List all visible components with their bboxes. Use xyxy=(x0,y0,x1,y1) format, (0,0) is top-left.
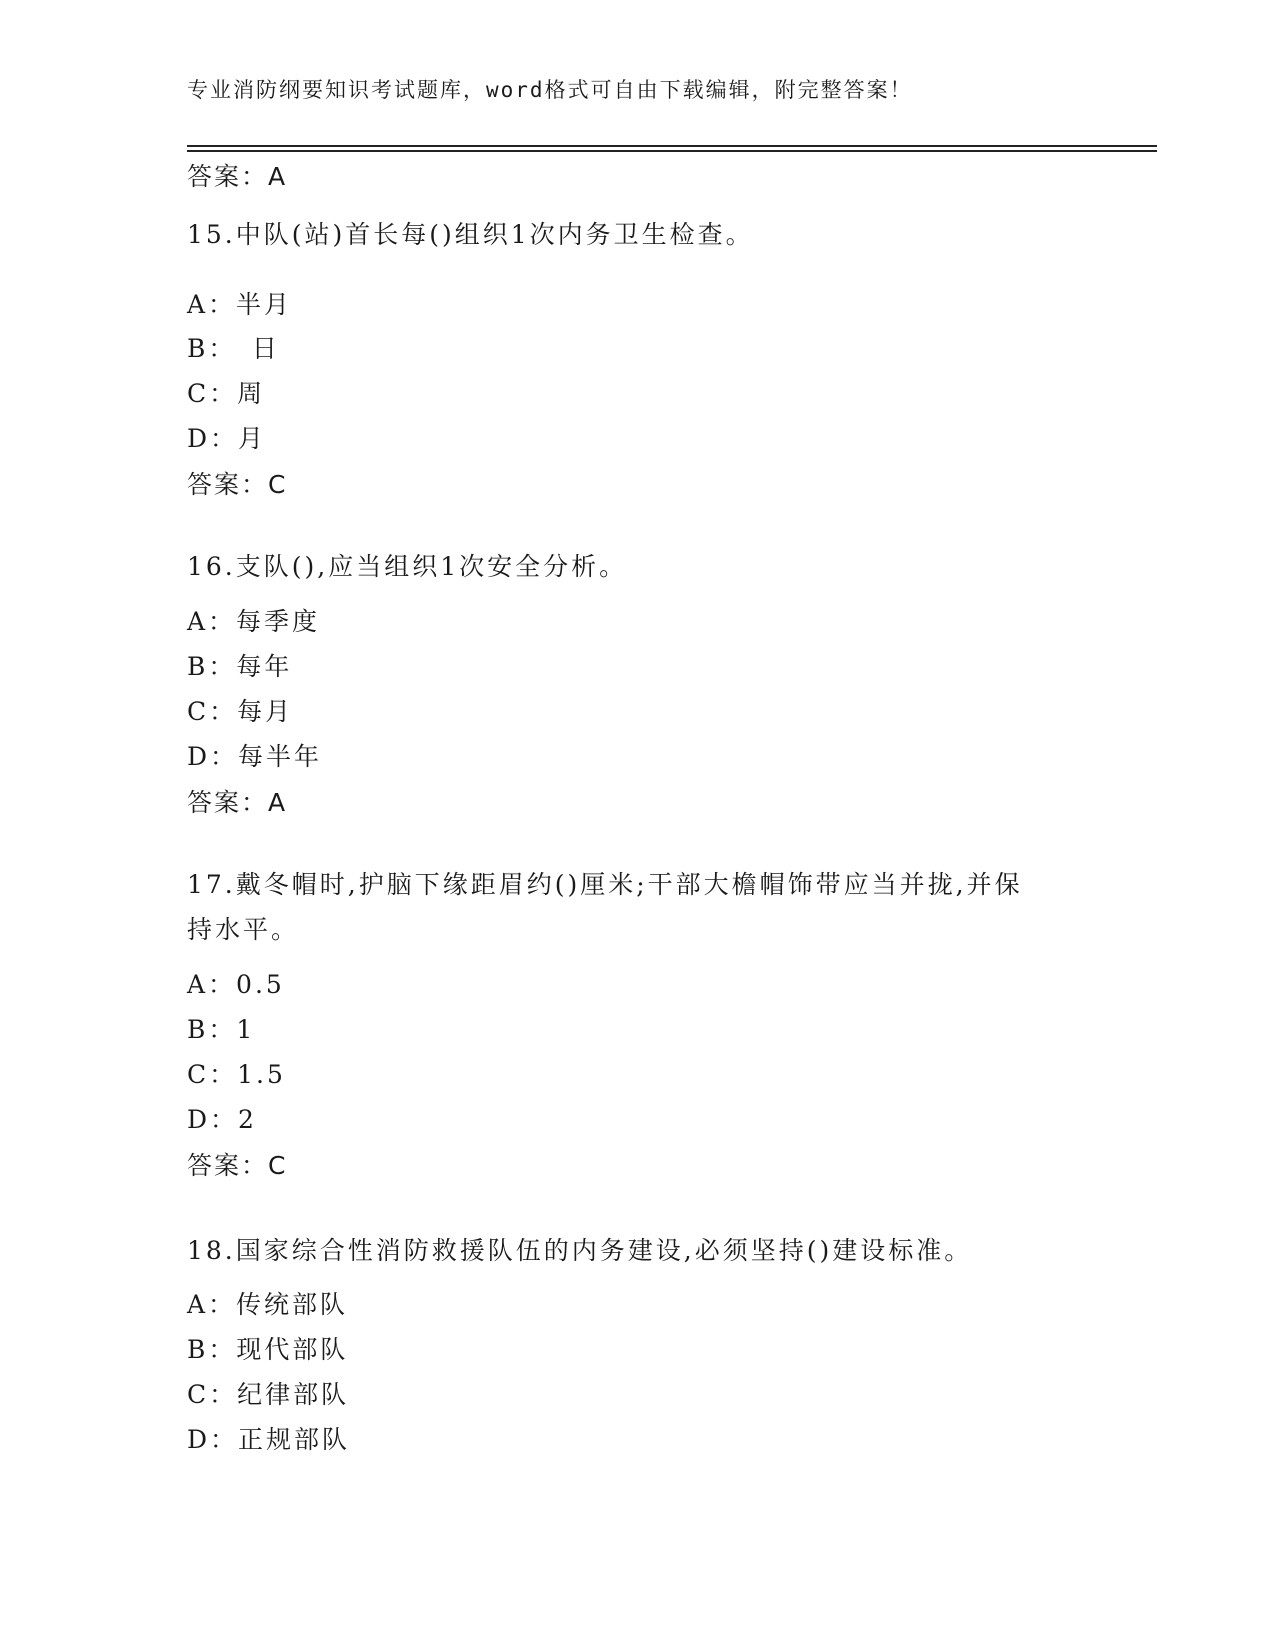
option-line: D：月 xyxy=(187,424,267,453)
option-line: B： 日 xyxy=(187,334,280,363)
header-rule xyxy=(187,145,1157,147)
question-stem: 16.支队(),应当组织1次安全分析。 xyxy=(187,552,628,581)
question-stem-continuation: 持水平。 xyxy=(187,915,300,944)
option-line: D：正规部队 xyxy=(187,1425,351,1454)
option-line: D：每半年 xyxy=(187,742,323,771)
option-line: D：2 xyxy=(187,1105,257,1134)
header-rule xyxy=(187,150,1157,152)
option-line: C：1.5 xyxy=(187,1060,286,1089)
option-line: C：周 xyxy=(187,379,266,408)
option-line: C：纪律部队 xyxy=(187,1380,350,1409)
page-header: 专业消防纲要知识考试题库，word格式可自由下载编辑，附完整答案！ xyxy=(187,78,913,102)
question-stem: 15.中队(站)首长每()组织1次内务卫生检查。 xyxy=(187,220,754,249)
option-line: A：半月 xyxy=(187,290,293,319)
answer-line: 答案：A xyxy=(187,788,288,817)
answer-line: 答案：C xyxy=(187,1151,288,1180)
question-stem: 17.戴冬帽时,护脑下缘距眉约()厘米;干部大檐帽饰带应当并拢,并保 xyxy=(187,870,1023,899)
option-line: B：每年 xyxy=(187,652,293,681)
option-line: A：每季度 xyxy=(187,607,321,636)
answer-line: 答案：A xyxy=(187,162,288,191)
option-line: C：每月 xyxy=(187,697,294,726)
answer-line: 答案：C xyxy=(187,470,288,499)
option-line: B：现代部队 xyxy=(187,1335,349,1364)
question-stem: 18.国家综合性消防救援队伍的内务建设,必须坚持()建设标准。 xyxy=(187,1236,973,1265)
option-line: B：1 xyxy=(187,1015,256,1044)
option-line: A：传统部队 xyxy=(187,1290,349,1319)
option-line: A：0.5 xyxy=(187,970,285,999)
